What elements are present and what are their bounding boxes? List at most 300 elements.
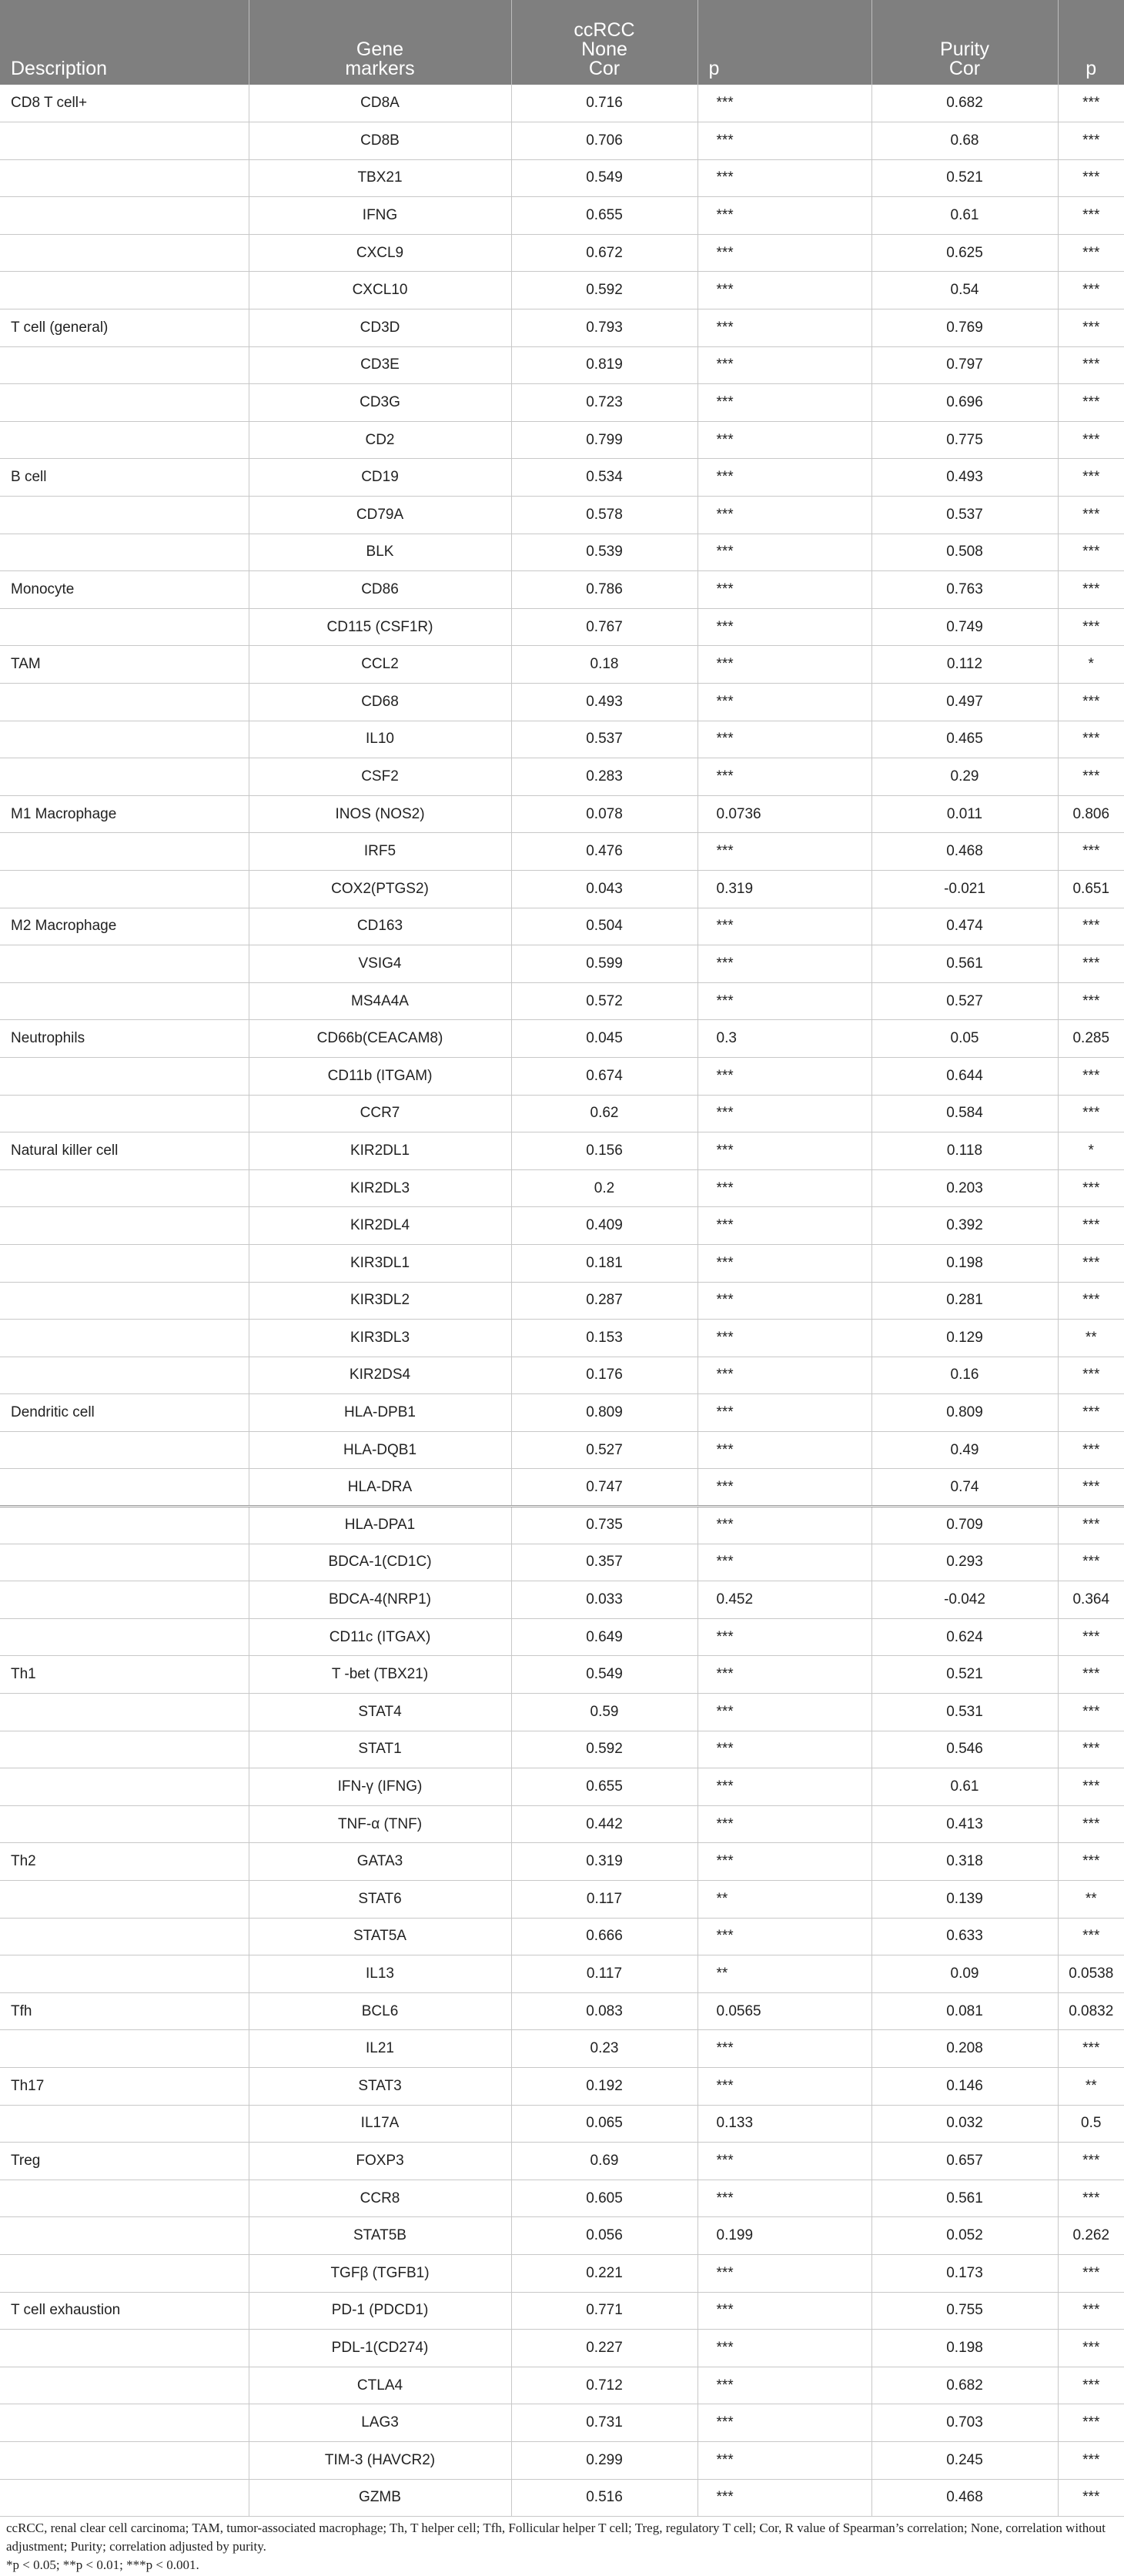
cell-purity-cor: 0.521 — [871, 159, 1058, 197]
cell-description — [0, 2254, 249, 2292]
cell-none-p: *** — [697, 608, 871, 646]
cell-purity-p: *** — [1058, 2292, 1124, 2330]
cell-gene-marker: BDCA-4(NRP1) — [249, 1581, 511, 1619]
table-row — [0, 1805, 1124, 1843]
cell-none-p: *** — [697, 1469, 871, 1507]
cell-gene-marker: COX2(PTGS2) — [249, 870, 511, 908]
cell-none-p: *** — [697, 2254, 871, 2292]
cell-purity-p: *** — [1058, 2254, 1124, 2292]
cell-description: Natural killer cell — [0, 1132, 249, 1170]
cell-none-p: *** — [697, 497, 871, 534]
table-row — [0, 384, 1124, 422]
cell-purity-p: *** — [1058, 272, 1124, 309]
cell-purity-p: *** — [1058, 2367, 1124, 2404]
cell-none-cor: 0.62 — [511, 1095, 697, 1132]
cell-none-cor: 0.771 — [511, 2292, 697, 2330]
cell-none-cor: 0.23 — [511, 2030, 697, 2068]
cell-purity-p: *** — [1058, 721, 1124, 758]
cell-purity-cor: 0.696 — [871, 384, 1058, 422]
cell-gene-marker: CD3D — [249, 309, 511, 347]
cell-purity-p: *** — [1058, 1507, 1124, 1544]
table-row — [0, 1431, 1124, 1469]
cell-purity-cor: -0.021 — [871, 870, 1058, 908]
cell-none-p: *** — [697, 2067, 871, 2105]
table-row — [0, 497, 1124, 534]
cell-description: T cell (general) — [0, 309, 249, 347]
cell-description: Neutrophils — [0, 1020, 249, 1058]
cell-gene-marker: CD8A — [249, 85, 511, 122]
cell-none-cor: 0.747 — [511, 1469, 697, 1507]
cell-none-cor: 0.599 — [511, 945, 697, 983]
cell-gene-marker: IL21 — [249, 2030, 511, 2068]
cell-gene-marker: BDCA-1(CD1C) — [249, 1544, 511, 1581]
cell-purity-p: ** — [1058, 2067, 1124, 2105]
cell-purity-p: *** — [1058, 1207, 1124, 1245]
cell-gene-marker: KIR2DL4 — [249, 1207, 511, 1245]
cell-gene-marker: KIR3DL1 — [249, 1244, 511, 1282]
cell-gene-marker: IFN-γ (IFNG) — [249, 1768, 511, 1806]
cell-purity-p: *** — [1058, 1656, 1124, 1694]
cell-none-p: *** — [697, 1431, 871, 1469]
cell-description — [0, 1805, 249, 1843]
cell-purity-cor: 0.546 — [871, 1731, 1058, 1768]
cell-purity-p: ** — [1058, 1320, 1124, 1357]
table-row — [0, 608, 1124, 646]
cell-purity-p: *** — [1058, 1244, 1124, 1282]
cell-none-p: *** — [697, 908, 871, 945]
cell-purity-cor: 0.682 — [871, 85, 1058, 122]
cell-purity-cor: 0.032 — [871, 2105, 1058, 2143]
cell-purity-cor: 0.625 — [871, 234, 1058, 272]
table-row — [0, 534, 1124, 571]
table-row — [0, 85, 1124, 122]
cell-description: B cell — [0, 459, 249, 497]
cell-none-cor: 0.319 — [511, 1843, 697, 1881]
cell-description — [0, 346, 249, 384]
cell-none-p: *** — [697, 2180, 871, 2217]
cell-description — [0, 272, 249, 309]
cell-none-p: *** — [697, 459, 871, 497]
cell-description — [0, 1431, 249, 1469]
cell-purity-p: *** — [1058, 1544, 1124, 1581]
cell-gene-marker: IL13 — [249, 1955, 511, 1993]
cell-purity-cor: 0.413 — [871, 1805, 1058, 1843]
cell-purity-cor: 0.497 — [871, 684, 1058, 721]
cell-none-cor: 0.504 — [511, 908, 697, 945]
cell-gene-marker: CD66b(CEACAM8) — [249, 1020, 511, 1058]
table-row — [0, 459, 1124, 497]
cell-none-cor: 0.549 — [511, 1656, 697, 1694]
cell-gene-marker: HLA-DPA1 — [249, 1507, 511, 1544]
table-body — [0, 85, 1124, 2517]
cell-purity-cor: 0.561 — [871, 945, 1058, 983]
cell-gene-marker: CTLA4 — [249, 2367, 511, 2404]
cell-purity-cor: 0.644 — [871, 1057, 1058, 1095]
cell-description: TAM — [0, 646, 249, 684]
table-row — [0, 1057, 1124, 1095]
table-row — [0, 1618, 1124, 1656]
cell-purity-cor: 0.318 — [871, 1843, 1058, 1881]
table-row — [0, 684, 1124, 721]
cell-none-cor: 0.18 — [511, 646, 697, 684]
cell-gene-marker: PD-1 (PDCD1) — [249, 2292, 511, 2330]
cell-purity-p: *** — [1058, 1057, 1124, 1095]
cell-gene-marker: STAT3 — [249, 2067, 511, 2105]
cell-purity-p: *** — [1058, 1768, 1124, 1806]
table-row — [0, 908, 1124, 945]
cell-none-p: 0.133 — [697, 2105, 871, 2143]
cell-description — [0, 421, 249, 459]
cell-none-cor: 0.357 — [511, 1544, 697, 1581]
cell-none-cor: 0.537 — [511, 721, 697, 758]
cell-purity-p: *** — [1058, 1469, 1124, 1507]
cell-description: M1 Macrophage — [0, 795, 249, 833]
cell-none-cor: 0.493 — [511, 684, 697, 721]
table-row — [0, 1881, 1124, 1919]
cell-purity-p: *** — [1058, 2180, 1124, 2217]
cell-purity-p: 0.285 — [1058, 1020, 1124, 1058]
cell-purity-p: 0.5 — [1058, 2105, 1124, 2143]
cell-purity-cor: 0.281 — [871, 1282, 1058, 1320]
cell-gene-marker: BCL6 — [249, 1992, 511, 2030]
header-purity-line: Purity — [940, 38, 989, 60]
cell-none-p: *** — [697, 758, 871, 796]
cell-none-p: *** — [697, 1282, 871, 1320]
cell-none-p: 0.199 — [697, 2217, 871, 2255]
cell-purity-cor: 0.763 — [871, 571, 1058, 609]
cell-purity-cor: 0.052 — [871, 2217, 1058, 2255]
cell-purity-p: *** — [1058, 497, 1124, 534]
cell-none-cor: 0.045 — [511, 1020, 697, 1058]
cell-purity-cor: 0.29 — [871, 758, 1058, 796]
cell-purity-cor: 0.198 — [871, 1244, 1058, 1282]
cell-purity-p: *** — [1058, 85, 1124, 122]
cell-purity-p: * — [1058, 1132, 1124, 1170]
cell-none-cor: 0.605 — [511, 2180, 697, 2217]
cell-none-cor: 0.516 — [511, 2479, 697, 2517]
table-footnotes — [0, 2519, 1124, 2574]
cell-purity-cor: 0.61 — [871, 1768, 1058, 1806]
cell-gene-marker: CD2 — [249, 421, 511, 459]
cell-purity-cor: 0.465 — [871, 721, 1058, 758]
table-row — [0, 2254, 1124, 2292]
cell-description — [0, 384, 249, 422]
header-ccrcc-none-cor — [511, 0, 697, 85]
cell-description — [0, 1731, 249, 1768]
cell-gene-marker: CXCL9 — [249, 234, 511, 272]
cell-gene-marker: CD163 — [249, 908, 511, 945]
cell-none-p: *** — [697, 384, 871, 422]
cell-purity-cor: 0.293 — [871, 1544, 1058, 1581]
cell-description — [0, 159, 249, 197]
cell-purity-p: *** — [1058, 1431, 1124, 1469]
cell-none-p: *** — [697, 2367, 871, 2404]
cell-description — [0, 2404, 249, 2442]
table-row — [0, 2067, 1124, 2105]
table-row — [0, 1320, 1124, 1357]
cell-description — [0, 1320, 249, 1357]
cell-none-p: *** — [697, 122, 871, 160]
cell-purity-cor: 0.468 — [871, 2479, 1058, 2517]
cell-none-cor: 0.192 — [511, 2067, 697, 2105]
cell-gene-marker: HLA-DPB1 — [249, 1394, 511, 1432]
cell-none-p: *** — [697, 1394, 871, 1432]
cell-description — [0, 1918, 249, 1955]
cell-purity-cor: 0.208 — [871, 2030, 1058, 2068]
cell-purity-p: *** — [1058, 833, 1124, 871]
cell-none-cor: 0.793 — [511, 309, 697, 347]
cell-none-cor: 0.2 — [511, 1169, 697, 1207]
header-description: Description — [0, 0, 249, 85]
cell-description — [0, 534, 249, 571]
header-gene-markers — [249, 0, 511, 85]
table-row — [0, 1731, 1124, 1768]
cell-purity-cor: 0.146 — [871, 2067, 1058, 2105]
cell-description — [0, 982, 249, 1020]
cell-none-cor: 0.723 — [511, 384, 697, 422]
table-row — [0, 1507, 1124, 1544]
cell-description — [0, 1544, 249, 1581]
cell-description — [0, 1955, 249, 1993]
cell-purity-cor: 0.245 — [871, 2441, 1058, 2479]
cell-none-cor: 0.572 — [511, 982, 697, 1020]
cell-purity-cor: 0.682 — [871, 2367, 1058, 2404]
cell-gene-marker: HLA-DQB1 — [249, 1431, 511, 1469]
cell-purity-cor: 0.198 — [871, 2330, 1058, 2367]
cell-gene-marker: GZMB — [249, 2479, 511, 2517]
cell-description: Treg — [0, 2143, 249, 2180]
cell-purity-cor: 0.173 — [871, 2254, 1058, 2292]
cell-none-cor: 0.527 — [511, 1431, 697, 1469]
cell-purity-cor: 0.537 — [871, 497, 1058, 534]
cell-none-cor: 0.283 — [511, 758, 697, 796]
cell-none-p: *** — [697, 2030, 871, 2068]
table-row — [0, 945, 1124, 983]
cell-none-cor: 0.649 — [511, 1618, 697, 1656]
cell-purity-p: *** — [1058, 2143, 1124, 2180]
cell-none-cor: 0.539 — [511, 534, 697, 571]
cell-none-cor: 0.117 — [511, 1881, 697, 1919]
cell-none-p: *** — [697, 1843, 871, 1881]
cell-purity-cor: 0.797 — [871, 346, 1058, 384]
table-row — [0, 833, 1124, 871]
cell-description — [0, 1768, 249, 1806]
cell-gene-marker: KIR3DL3 — [249, 1320, 511, 1357]
cell-gene-marker: STAT5B — [249, 2217, 511, 2255]
cell-purity-cor: 0.769 — [871, 309, 1058, 347]
cell-description — [0, 1694, 249, 1731]
header-p-purity: p — [1058, 0, 1124, 85]
cell-purity-cor: 0.011 — [871, 795, 1058, 833]
cell-description — [0, 870, 249, 908]
cell-none-p: 0.3 — [697, 1020, 871, 1058]
cell-none-p: *** — [697, 534, 871, 571]
cell-purity-p: *** — [1058, 1169, 1124, 1207]
cell-purity-p: *** — [1058, 982, 1124, 1020]
cell-gene-marker: TBX21 — [249, 159, 511, 197]
table-row — [0, 197, 1124, 235]
cell-none-p: *** — [697, 2330, 871, 2367]
cell-purity-p: *** — [1058, 1918, 1124, 1955]
cell-purity-cor: 0.703 — [871, 2404, 1058, 2442]
cell-purity-p: *** — [1058, 2441, 1124, 2479]
table-header — [0, 0, 1124, 85]
cell-purity-p: *** — [1058, 159, 1124, 197]
header-p-none: p — [697, 0, 871, 85]
cell-none-cor: 0.674 — [511, 1057, 697, 1095]
cell-none-cor: 0.181 — [511, 1244, 697, 1282]
cell-purity-p: *** — [1058, 346, 1124, 384]
cell-purity-cor: 0.468 — [871, 833, 1058, 871]
cell-purity-cor: 0.68 — [871, 122, 1058, 160]
cell-none-p: *** — [697, 2404, 871, 2442]
cell-gene-marker: T -bet (TBX21) — [249, 1656, 511, 1694]
cell-description — [0, 608, 249, 646]
cell-purity-cor: 0.49 — [871, 1431, 1058, 1469]
cell-none-cor: 0.065 — [511, 2105, 697, 2143]
cell-gene-marker: INOS (NOS2) — [249, 795, 511, 833]
cell-gene-marker: CD8B — [249, 122, 511, 160]
table-row — [0, 1132, 1124, 1170]
cell-none-p: *** — [697, 2441, 871, 2479]
cell-purity-cor: 0.633 — [871, 1918, 1058, 1955]
table-row — [0, 1918, 1124, 1955]
cell-none-p: *** — [697, 1618, 871, 1656]
cell-none-p: *** — [697, 159, 871, 197]
cell-gene-marker: CD19 — [249, 459, 511, 497]
header-ccrcc-line: Cor — [588, 58, 621, 79]
cell-gene-marker: GATA3 — [249, 1843, 511, 1881]
table-row — [0, 1020, 1124, 1058]
cell-purity-p: *** — [1058, 758, 1124, 796]
cell-gene-marker: CXCL10 — [249, 272, 511, 309]
table-row — [0, 2143, 1124, 2180]
cell-none-cor: 0.156 — [511, 1132, 697, 1170]
table-row — [0, 159, 1124, 197]
table-row — [0, 1207, 1124, 1245]
cell-purity-cor: 0.809 — [871, 1394, 1058, 1432]
cell-purity-cor: 0.118 — [871, 1132, 1058, 1170]
table-row — [0, 1282, 1124, 1320]
cell-purity-p: *** — [1058, 1805, 1124, 1843]
cell-purity-p: *** — [1058, 1357, 1124, 1394]
cell-none-cor: 0.117 — [511, 1955, 697, 1993]
cell-none-p: *** — [697, 1768, 871, 1806]
cell-none-cor: 0.767 — [511, 608, 697, 646]
table-row — [0, 2330, 1124, 2367]
cell-purity-cor: 0.657 — [871, 2143, 1058, 2180]
cell-none-p: *** — [697, 571, 871, 609]
cell-description — [0, 758, 249, 796]
cell-none-p: *** — [697, 421, 871, 459]
cell-none-cor: 0.056 — [511, 2217, 697, 2255]
cell-purity-p: *** — [1058, 534, 1124, 571]
table-row — [0, 272, 1124, 309]
cell-description — [0, 721, 249, 758]
cell-gene-marker: CD11c (ITGAX) — [249, 1618, 511, 1656]
cell-gene-marker: KIR2DL1 — [249, 1132, 511, 1170]
cell-gene-marker: KIR2DS4 — [249, 1357, 511, 1394]
cell-none-cor: 0.476 — [511, 833, 697, 871]
cell-none-p: *** — [697, 1244, 871, 1282]
cell-purity-p: *** — [1058, 1694, 1124, 1731]
cell-description — [0, 684, 249, 721]
cell-none-cor: 0.578 — [511, 497, 697, 534]
cell-purity-cor: 0.531 — [871, 1694, 1058, 1731]
cell-description: Th2 — [0, 1843, 249, 1881]
table-row — [0, 1357, 1124, 1394]
cell-purity-cor: 0.74 — [871, 1469, 1058, 1507]
cell-none-p: ** — [697, 1955, 871, 1993]
cell-none-cor: 0.221 — [511, 2254, 697, 2292]
table-row — [0, 1544, 1124, 1581]
cell-gene-marker: STAT4 — [249, 1694, 511, 1731]
table-row — [0, 346, 1124, 384]
table-row — [0, 1768, 1124, 1806]
cell-purity-cor: 0.392 — [871, 1207, 1058, 1245]
cell-none-p: *** — [697, 1057, 871, 1095]
cell-purity-p: *** — [1058, 2404, 1124, 2442]
cell-none-p: 0.319 — [697, 870, 871, 908]
cell-none-cor: 0.534 — [511, 459, 697, 497]
table-row — [0, 2479, 1124, 2517]
cell-description — [0, 1244, 249, 1282]
cell-none-cor: 0.287 — [511, 1282, 697, 1320]
cell-description — [0, 197, 249, 235]
cell-none-p: *** — [697, 1918, 871, 1955]
cell-gene-marker: STAT6 — [249, 1881, 511, 1919]
table-row — [0, 1169, 1124, 1207]
cell-none-p: *** — [697, 1507, 871, 1544]
cell-purity-p: *** — [1058, 571, 1124, 609]
table-row — [0, 1656, 1124, 1694]
cell-gene-marker: STAT1 — [249, 1731, 511, 1768]
cell-none-cor: 0.299 — [511, 2441, 697, 2479]
cell-purity-p: *** — [1058, 122, 1124, 160]
cell-purity-p: *** — [1058, 908, 1124, 945]
cell-gene-marker: TGFβ (TGFB1) — [249, 2254, 511, 2292]
cell-none-p: *** — [697, 1805, 871, 1843]
cell-gene-marker: CD68 — [249, 684, 511, 721]
cell-none-cor: 0.176 — [511, 1357, 697, 1394]
cell-description — [0, 122, 249, 160]
cell-none-p: *** — [697, 272, 871, 309]
cell-none-cor: 0.666 — [511, 1918, 697, 1955]
cell-none-cor: 0.655 — [511, 1768, 697, 1806]
cell-description — [0, 2330, 249, 2367]
header-ccrcc-line: ccRCC — [574, 19, 635, 41]
cell-gene-marker: STAT5A — [249, 1918, 511, 1955]
table-row — [0, 1955, 1124, 1993]
cell-purity-cor: 0.05 — [871, 1020, 1058, 1058]
cell-none-p: *** — [697, 309, 871, 347]
cell-gene-marker: CCR7 — [249, 1095, 511, 1132]
footnote-significance: *p < 0.05; **p < 0.01; ***p < 0.001. — [6, 2558, 199, 2572]
cell-none-p: *** — [697, 2479, 871, 2517]
table-row — [0, 122, 1124, 160]
cell-none-p: *** — [697, 1357, 871, 1394]
cell-description — [0, 2217, 249, 2255]
table-row — [0, 2180, 1124, 2217]
cell-none-cor: 0.59 — [511, 1694, 697, 1731]
cell-none-p: *** — [697, 197, 871, 235]
cell-description — [0, 1282, 249, 1320]
cell-none-p: *** — [697, 2292, 871, 2330]
cell-none-p: *** — [697, 982, 871, 1020]
cell-description: Th1 — [0, 1656, 249, 1694]
cell-gene-marker: IFNG — [249, 197, 511, 235]
cell-purity-cor: 0.508 — [871, 534, 1058, 571]
